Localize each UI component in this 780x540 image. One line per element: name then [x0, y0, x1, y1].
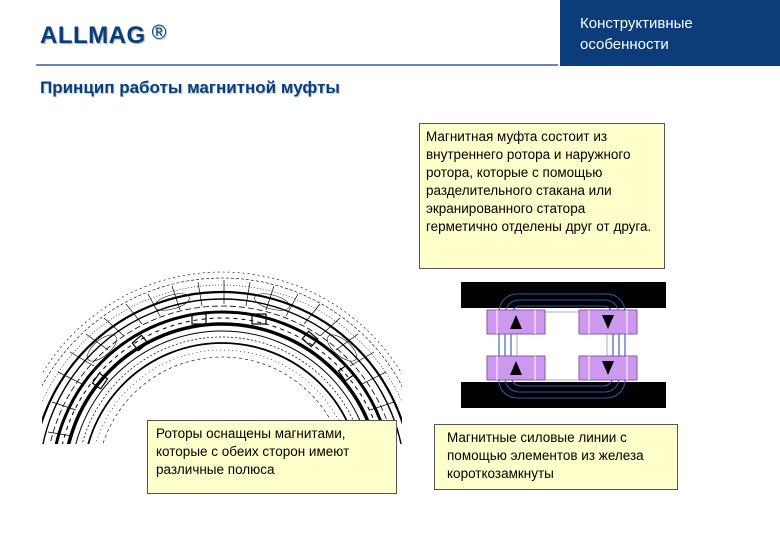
registered-mark: ® — [151, 22, 167, 44]
description-note: Магнитная муфта состоит из внутреннего ротора и наружного ротора, которые с помощью разделительного стакана или экранированного статора герметично отделены друг от друга. — [419, 123, 665, 269]
rotor-field-diagram — [42, 252, 402, 444]
section-label-line-2: особенности — [580, 36, 669, 53]
field-lines-note: Магнитные силовые линии с помощью элементов из железа короткозамкнуты — [434, 424, 678, 490]
header-divider — [36, 64, 560, 66]
brand-name: ALLMAG — [40, 22, 146, 49]
section-label — [558, 0, 780, 66]
section-label-line-1: Конструктивные — [580, 15, 693, 32]
page-title: Принцип работы магнитной муфты — [40, 78, 340, 97]
magnetic-circuit-diagram — [461, 282, 666, 410]
rotor-magnets-note: Роторы оснащены магнитами, которые с обеих сторон имеют различные полюса — [147, 420, 397, 494]
brand-logo — [40, 22, 167, 50]
